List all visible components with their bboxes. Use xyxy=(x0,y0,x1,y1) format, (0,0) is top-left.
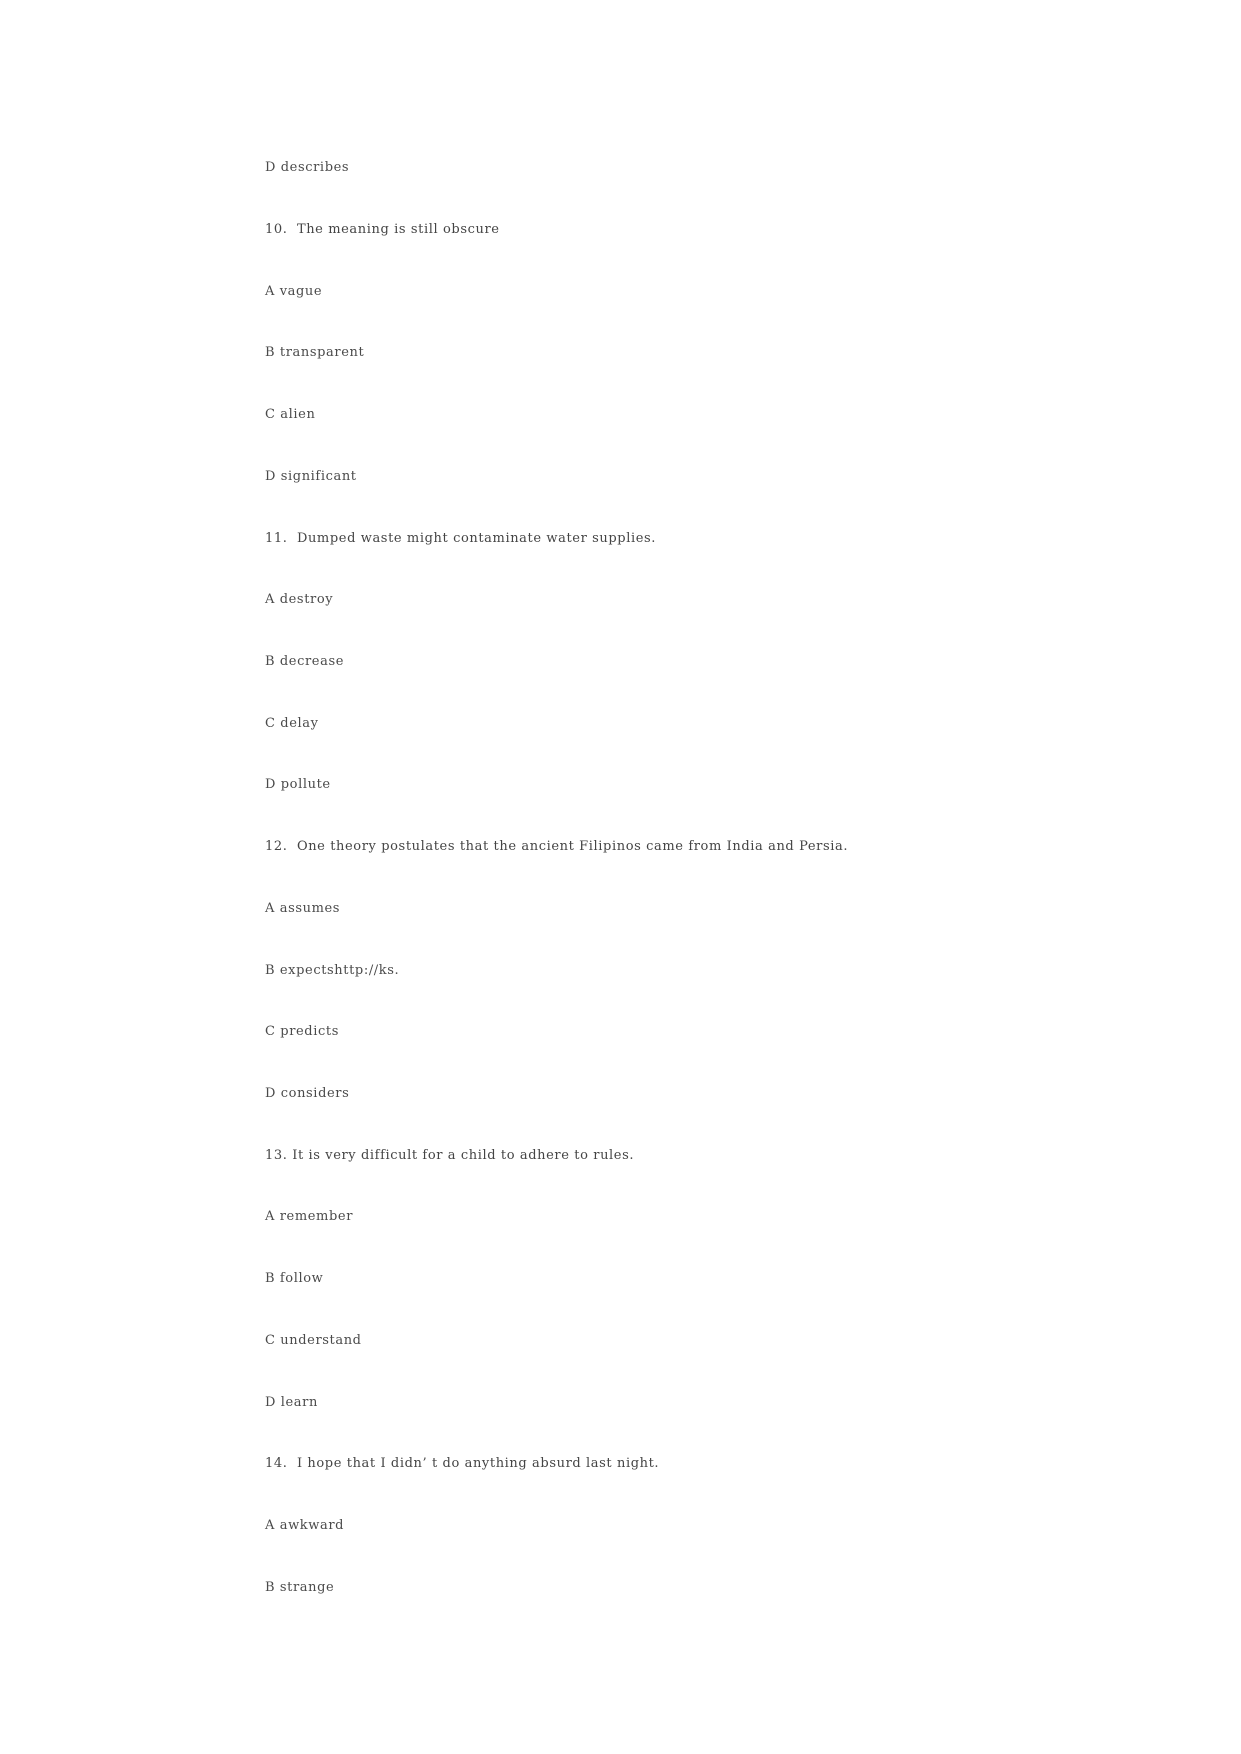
question-10: 10. The meaning is still obscure xyxy=(265,222,500,237)
option-12b: B expectshttp://ks. xyxy=(265,963,400,978)
option-13a: A remember xyxy=(265,1209,354,1224)
option-10c: C alien xyxy=(265,407,316,422)
question-11: 11. Dumped waste might contaminate water supplies. xyxy=(265,531,657,546)
option-12a: A assumes xyxy=(265,901,341,916)
question-13: 13. It is very difficult for a child to adhere to rules. xyxy=(265,1148,635,1163)
option-12c: C predicts xyxy=(265,1024,339,1039)
option-9d: D describes xyxy=(265,160,350,175)
option-14b: B strange xyxy=(265,1580,335,1595)
option-11d: D pollute xyxy=(265,777,331,792)
option-13d: D learn xyxy=(265,1395,318,1410)
option-11a: A destroy xyxy=(265,592,334,607)
option-12d: D considers xyxy=(265,1086,350,1101)
question-12: 12. One theory postulates that the ancient Filipinos came from India and Persia. xyxy=(265,839,849,854)
option-10a: A vague xyxy=(265,284,323,299)
question-14: 14. I hope that I didn’ t do anything absurd last night. xyxy=(265,1456,660,1471)
option-14a: A awkward xyxy=(265,1518,345,1533)
option-10d: D significant xyxy=(265,469,357,484)
option-13c: C understand xyxy=(265,1333,362,1348)
option-11b: B decrease xyxy=(265,654,345,669)
option-11c: C delay xyxy=(265,716,319,731)
option-13b: B follow xyxy=(265,1271,324,1286)
option-10b: B transparent xyxy=(265,345,365,360)
